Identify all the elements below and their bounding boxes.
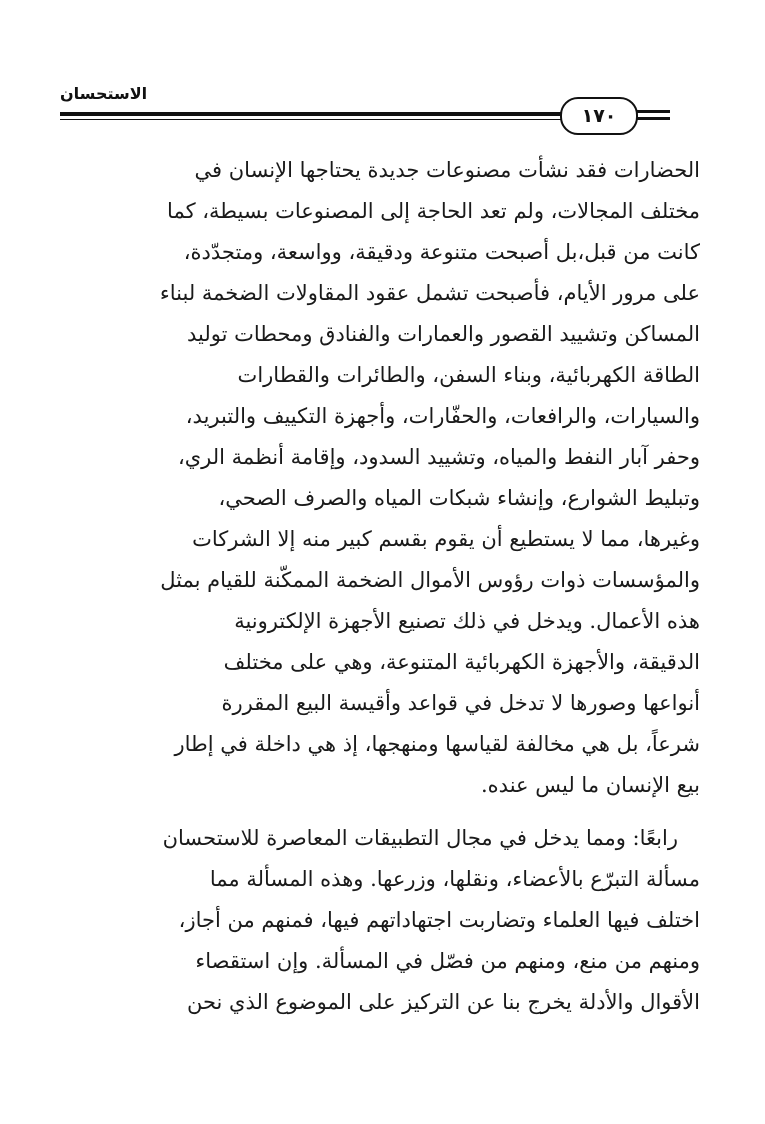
text-line: مسألة التبرّع بالأعضاء، ونقلها، وزرعها. وهذه المسألة مما [209, 867, 700, 891]
body-text [64, 150, 700, 1023]
text-line: الأقوال والأدلة يخرج بنا عن التركيز على الموضوع الذي نحن [186, 990, 700, 1014]
text-line: الطاقة الكهربائية، وبناء السفن، والطائرات والقطارات [237, 363, 700, 387]
text-line: والمؤسسات ذوات رؤوس الأموال الضخمة الممكّنة للقيام بمثل [160, 568, 700, 592]
text-line: وحفر آبار النفط والمياه، وتشييد السدود، وإقامة أنظمة الري، [177, 445, 700, 469]
text-line: المساكن وتشييد القصور والعمارات والفنادق ومحطات توليد [187, 322, 700, 346]
text-line: مختلف المجالات، ولم تعد الحاجة إلى المصنوعات بسيطة، كما [167, 199, 700, 223]
page-number-badge: ١٧٠ [560, 97, 638, 135]
text-line: الحضارات فقد نشأت مصنوعات جديدة يحتاجها الإنسان في [194, 158, 700, 182]
text-line: رابعًا: ومما يدخل في مجال التطبيقات المعاصرة للاستحسان [162, 826, 678, 850]
text-line: وتبليط الشوارع، وإنشاء شبكات المياه والصرف الصحي، [218, 486, 700, 510]
text-line: والسيارات، والرافعات، والحفّارات، وأجهزة التكييف والتبريد، [185, 404, 700, 428]
text-line: كانت من قبل،بل أصبحت متنوعة ودقيقة، وواسعة، ومتجدّدة، [183, 240, 700, 264]
text-line: شرعاً، بل هي مخالفة لقياسها ومنهجها، إذ هي داخلة في إطار [174, 732, 700, 756]
text-line: بيع الإنسان ما ليس عنده. [481, 773, 700, 797]
text-line: على مرور الأيام، فأصبحت تشمل عقود المقاولات الضخمة لبناء [159, 281, 700, 305]
header-rule-right-lower [636, 117, 670, 120]
text-line: الدقيقة، والأجهزة الكهربائية المتنوعة، وهي على مختلف [223, 650, 700, 674]
header-rule-right-upper [636, 110, 670, 113]
text-line: ومنهم من منع، ومنهم من فصّل في المسألة. وإن استقصاء [195, 949, 700, 973]
header-rule-thick [60, 112, 625, 116]
text-line: أنواعها وصورها لا تدخل في قواعد وأقيسة البيع المقررة [221, 691, 700, 715]
text-line: وغيرها، مما لا يستطيع أن يقوم بقسم كبير منه إلا الشركات [192, 527, 700, 551]
text-line: اختلف فيها العلماء وتضاربت اجتهاداتهم فيها، فمنهم من أجاز، [178, 908, 700, 932]
text-line: هذه الأعمال. ويدخل في ذلك تصنيع الأجهزة الإلكترونية [234, 609, 700, 633]
paragraph-1 [64, 150, 700, 806]
header-rule-thin [60, 119, 625, 120]
paragraph-2 [64, 818, 700, 1023]
running-header-title: الاستحسان [60, 84, 148, 103]
